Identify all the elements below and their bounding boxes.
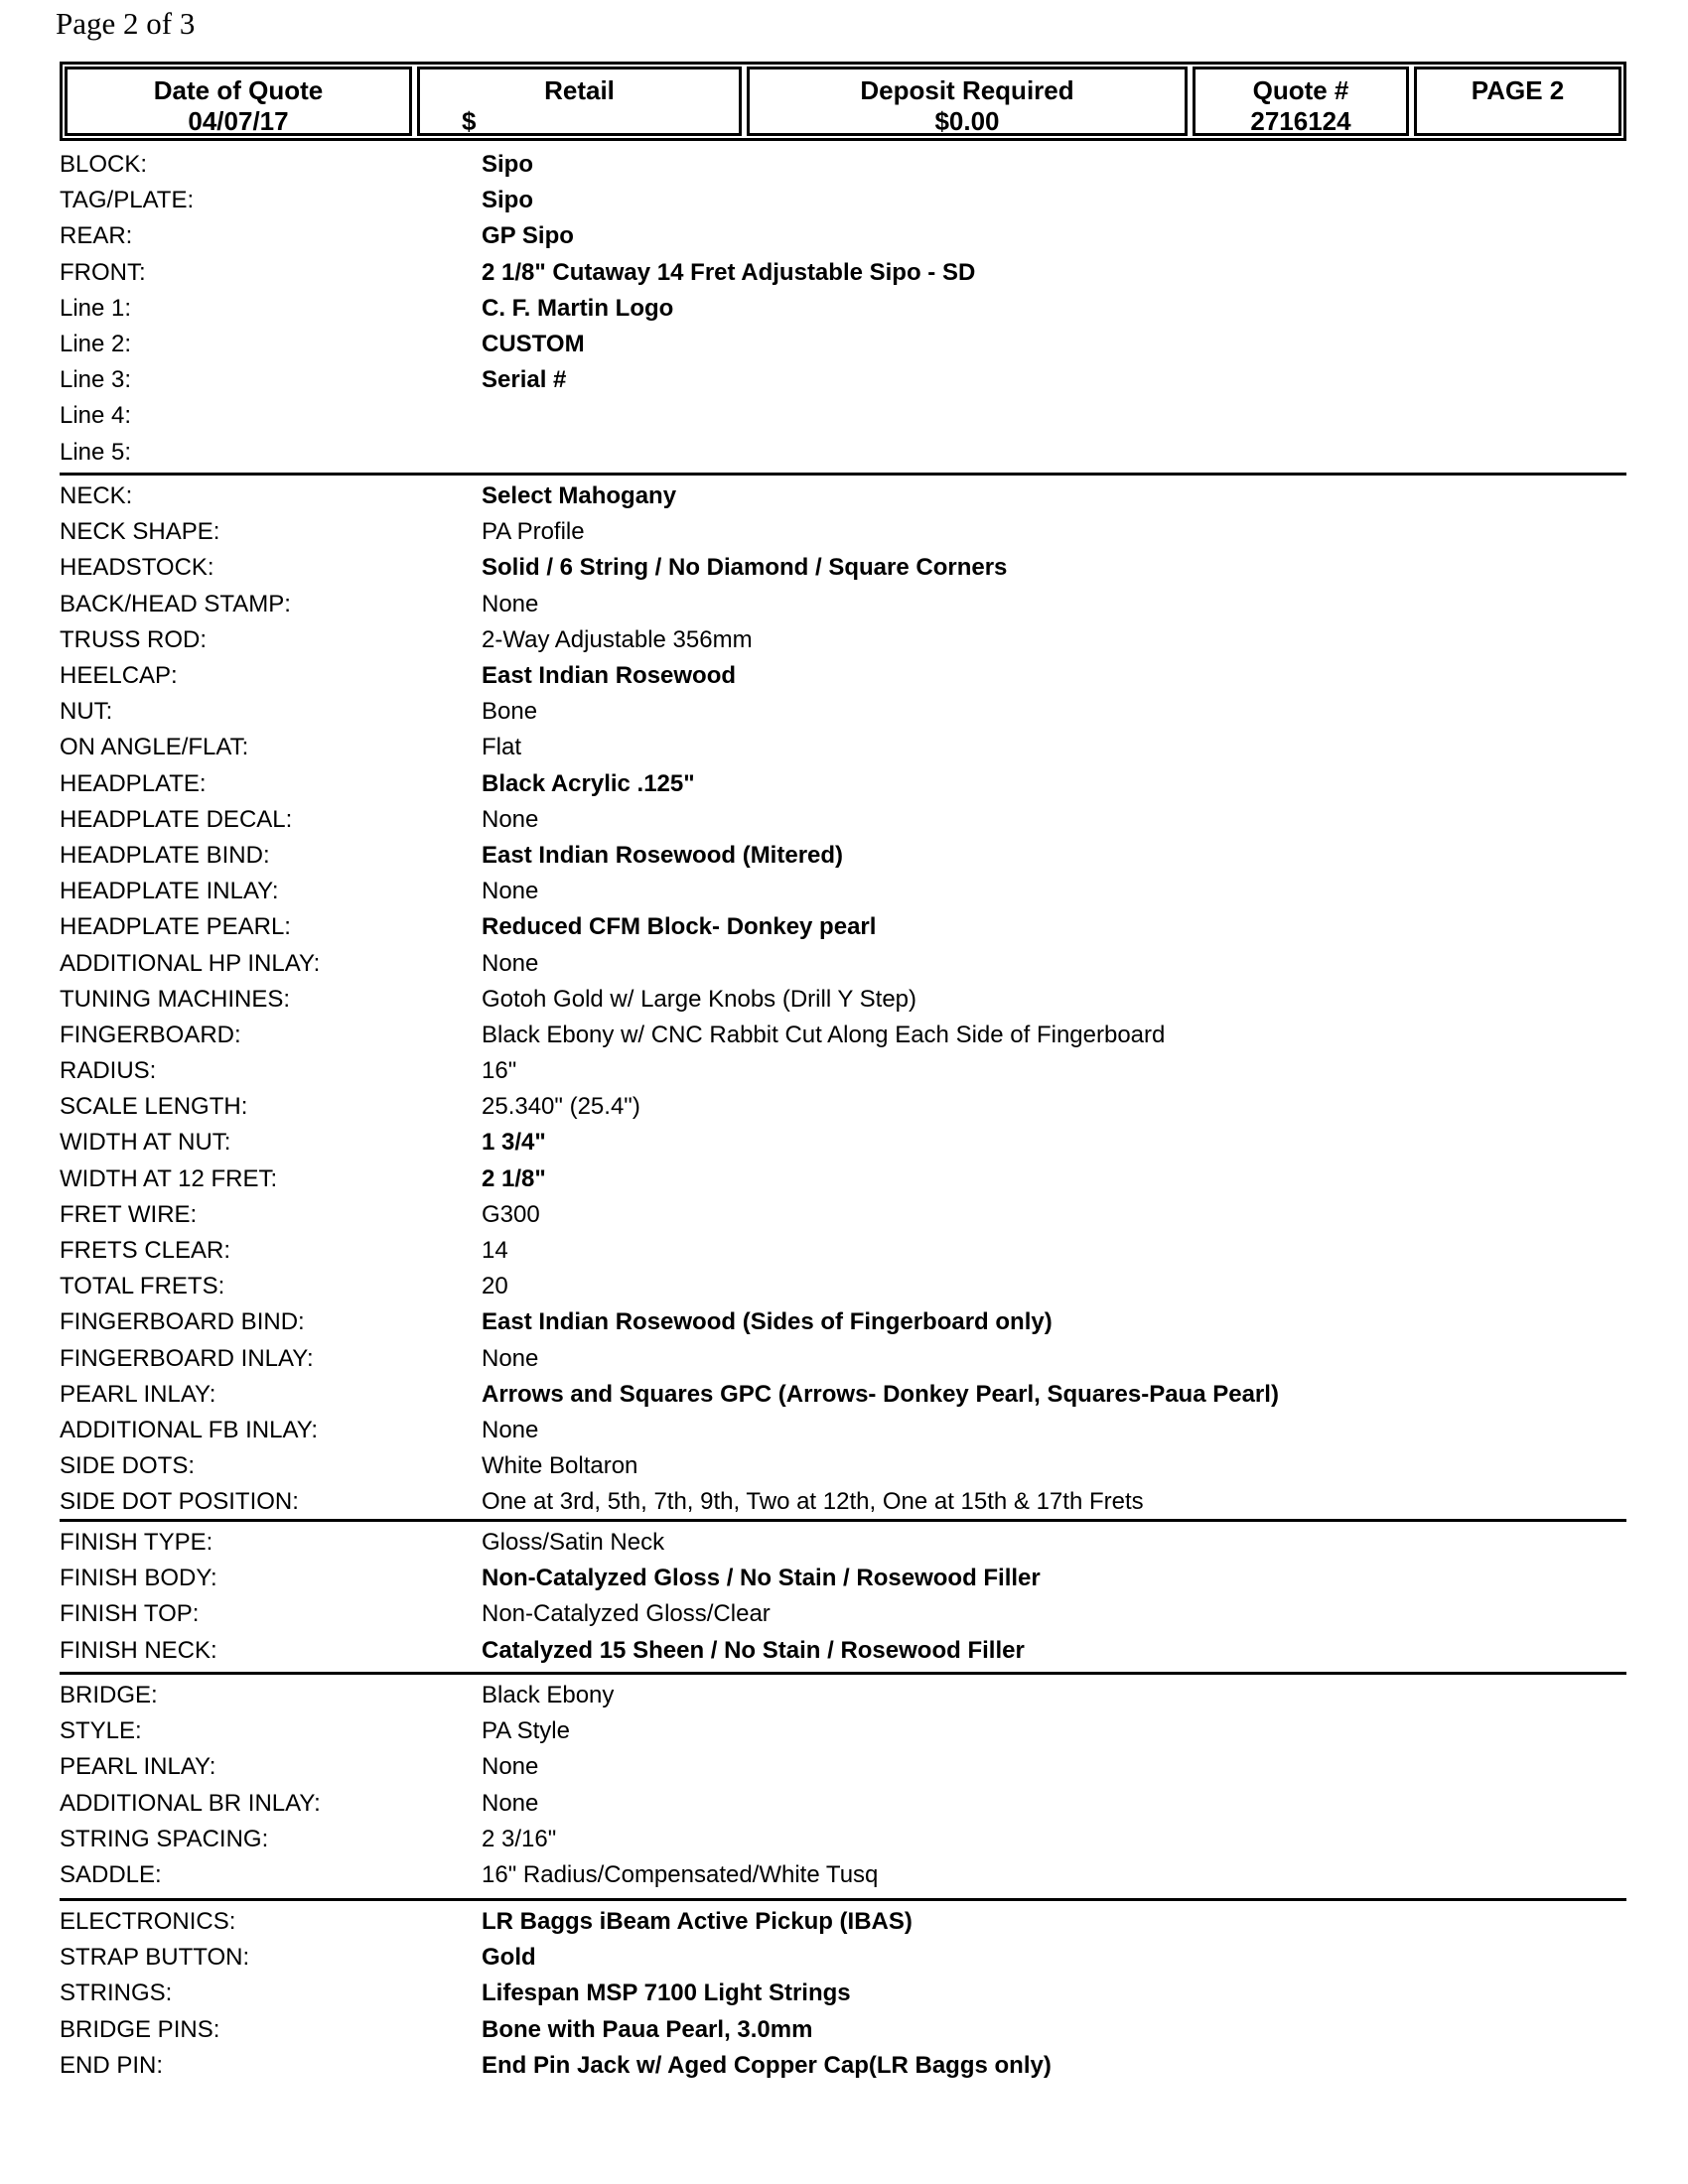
spec-value: 16" Radius/Compensated/White Tusq bbox=[482, 1861, 879, 1889]
spec-label: TUNING MACHINES: bbox=[60, 985, 291, 1013]
spec-row bbox=[60, 1596, 1626, 1632]
spec-row bbox=[60, 1976, 1626, 2011]
spec-label: BLOCK: bbox=[60, 151, 148, 179]
deposit-required-label: Deposit Required bbox=[860, 75, 1074, 105]
spec-label: WIDTH AT NUT: bbox=[60, 1129, 231, 1157]
spec-value: Sipo bbox=[482, 187, 533, 214]
spec-label: SIDE DOTS: bbox=[60, 1452, 196, 1480]
spec-row bbox=[60, 838, 1626, 874]
spec-row bbox=[60, 1304, 1626, 1340]
page-cell bbox=[1414, 67, 1621, 136]
spec-row bbox=[60, 694, 1626, 730]
spec-value: Catalyzed 15 Sheen / No Stain / Rosewood Filler bbox=[482, 1636, 1025, 1664]
spec-label: FINISH TOP: bbox=[60, 1600, 200, 1628]
spec-label: FRETS CLEAR: bbox=[60, 1237, 231, 1265]
spec-value: None bbox=[482, 590, 539, 617]
spec-value: Gold bbox=[482, 1944, 536, 1972]
spec-label: STRINGS: bbox=[60, 1979, 173, 2007]
spec-value: CUSTOM bbox=[482, 331, 585, 358]
spec-row bbox=[60, 874, 1626, 909]
spec-row bbox=[60, 766, 1626, 802]
retail-cell bbox=[417, 67, 742, 136]
spec-value: Select Mahogany bbox=[482, 482, 677, 510]
section-divider bbox=[60, 1898, 1626, 1901]
spec-row bbox=[60, 1377, 1626, 1413]
date-of-quote-label: Date of Quote bbox=[153, 75, 324, 105]
spec-row bbox=[60, 1053, 1626, 1089]
spec-label: HEELCAP: bbox=[60, 662, 178, 690]
spec-label: ELECTRONICS: bbox=[60, 1908, 236, 1936]
spec-row bbox=[60, 1125, 1626, 1160]
spec-value: Solid / 6 String / No Diamond / Square Corners bbox=[482, 554, 1008, 582]
spec-value: Black Ebony bbox=[482, 1682, 615, 1709]
spec-value: East Indian Rosewood bbox=[482, 662, 737, 690]
spec-value: 1 3/4" bbox=[482, 1129, 546, 1157]
spec-label: HEADPLATE PEARL: bbox=[60, 913, 291, 941]
spec-label: Line 3: bbox=[60, 366, 132, 394]
spec-row bbox=[60, 1269, 1626, 1304]
spec-row bbox=[60, 1678, 1626, 1713]
spec-value: Black Ebony w/ CNC Rabbit Cut Along Each Side of Fingerboard bbox=[482, 1021, 1166, 1048]
spec-value: None bbox=[482, 1416, 539, 1443]
spec-value: Lifespan MSP 7100 Light Strings bbox=[482, 1979, 851, 2007]
spec-label: HEADPLATE DECAL: bbox=[60, 805, 293, 833]
electronics-section bbox=[60, 1904, 1626, 2084]
spec-row bbox=[60, 1561, 1626, 1596]
spec-label: SCALE LENGTH: bbox=[60, 1093, 248, 1121]
spec-row bbox=[60, 327, 1626, 362]
spec-row bbox=[60, 1525, 1626, 1561]
spec-row bbox=[60, 478, 1626, 514]
spec-label: TAG/PLATE: bbox=[60, 187, 195, 214]
spec-row bbox=[60, 255, 1626, 291]
spec-label: ADDITIONAL FB INLAY: bbox=[60, 1416, 319, 1443]
spec-value: East Indian Rosewood (Sides of Fingerboard only) bbox=[482, 1308, 1053, 1336]
spec-row bbox=[60, 622, 1626, 658]
section-divider bbox=[60, 1519, 1626, 1522]
spec-label: ADDITIONAL HP INLAY: bbox=[60, 949, 321, 977]
spec-value: 2 3/16" bbox=[482, 1825, 557, 1852]
spec-row bbox=[60, 1857, 1626, 1893]
spec-value: LR Baggs iBeam Active Pickup (IBAS) bbox=[482, 1908, 913, 1936]
retail-value: $ bbox=[462, 106, 477, 136]
spec-value: None bbox=[482, 878, 539, 905]
spec-label: Line 4: bbox=[60, 402, 132, 430]
bridge-section bbox=[60, 1678, 1626, 1893]
finish-section bbox=[60, 1525, 1626, 1669]
spec-value: Bone bbox=[482, 698, 538, 726]
date-of-quote-value: 04/07/17 bbox=[188, 106, 289, 136]
spec-row bbox=[60, 658, 1626, 694]
spec-row bbox=[60, 945, 1626, 981]
spec-value: None bbox=[482, 1753, 539, 1781]
spec-value: G300 bbox=[482, 1200, 540, 1228]
page-number-label: Page 2 of 3 bbox=[56, 6, 196, 41]
spec-row bbox=[60, 1904, 1626, 1940]
spec-row bbox=[60, 1484, 1626, 1520]
spec-label: SADDLE: bbox=[60, 1861, 162, 1889]
section-divider bbox=[60, 473, 1626, 476]
neck-section bbox=[60, 478, 1626, 1520]
spec-value: GP Sipo bbox=[482, 222, 574, 250]
spec-label: FINISH NECK: bbox=[60, 1636, 217, 1664]
spec-value: Sipo bbox=[482, 151, 533, 179]
spec-row bbox=[60, 514, 1626, 550]
spec-row bbox=[60, 2012, 1626, 2048]
spec-value: 2 1/8" Cutaway 14 Fret Adjustable Sipo - SD bbox=[482, 258, 976, 286]
spec-label: PEARL INLAY: bbox=[60, 1753, 216, 1781]
spec-value: East Indian Rosewood (Mitered) bbox=[482, 841, 844, 869]
spec-label: TRUSS ROD: bbox=[60, 625, 208, 653]
spec-value: 2-Way Adjustable 356mm bbox=[482, 625, 753, 653]
spec-label: FINGERBOARD BIND: bbox=[60, 1308, 305, 1336]
spec-label: Line 5: bbox=[60, 438, 132, 466]
spec-row bbox=[60, 1786, 1626, 1822]
spec-label: STRAP BUTTON: bbox=[60, 1944, 250, 1972]
spec-row bbox=[60, 730, 1626, 765]
spec-row bbox=[60, 1940, 1626, 1976]
spec-label: STRING SPACING: bbox=[60, 1825, 269, 1852]
spec-label: END PIN: bbox=[60, 2051, 164, 2079]
spec-label: HEADPLATE: bbox=[60, 769, 207, 797]
spec-row bbox=[60, 1413, 1626, 1448]
spec-label: TOTAL FRETS: bbox=[60, 1273, 225, 1300]
spec-value: None bbox=[482, 1344, 539, 1372]
spec-label: WIDTH AT 12 FRET: bbox=[60, 1164, 278, 1192]
spec-label: Line 2: bbox=[60, 331, 132, 358]
spec-value: White Boltaron bbox=[482, 1452, 638, 1480]
spec-row bbox=[60, 1089, 1626, 1125]
spec-label: FINISH TYPE: bbox=[60, 1529, 213, 1557]
spec-value: PA Profile bbox=[482, 518, 585, 546]
spec-label: SIDE DOT POSITION: bbox=[60, 1488, 299, 1516]
spec-row bbox=[60, 1713, 1626, 1749]
spec-value: PA Style bbox=[482, 1717, 570, 1745]
spec-row bbox=[60, 587, 1626, 622]
spec-row bbox=[60, 2048, 1626, 2084]
spec-row bbox=[60, 1018, 1626, 1053]
spec-label: HEADSTOCK: bbox=[60, 554, 214, 582]
spec-row bbox=[60, 291, 1626, 327]
spec-value: Bone with Paua Pearl, 3.0mm bbox=[482, 2015, 813, 2043]
spec-value: Black Acrylic .125" bbox=[482, 769, 695, 797]
spec-label: BRIDGE: bbox=[60, 1682, 158, 1709]
spec-label: RADIUS: bbox=[60, 1057, 157, 1085]
deposit-required-value: $0.00 bbox=[934, 106, 1000, 136]
spec-row bbox=[60, 1233, 1626, 1269]
spec-label: FRET WIRE: bbox=[60, 1200, 198, 1228]
spec-label: STYLE: bbox=[60, 1717, 142, 1745]
spec-row bbox=[60, 398, 1626, 434]
spec-row bbox=[60, 550, 1626, 586]
spec-label: PEARL INLAY: bbox=[60, 1380, 216, 1408]
spec-label: BRIDGE PINS: bbox=[60, 2015, 220, 2043]
spec-label: FINGERBOARD: bbox=[60, 1021, 241, 1048]
spec-row bbox=[60, 802, 1626, 838]
spec-row bbox=[60, 362, 1626, 398]
section-divider bbox=[60, 1672, 1626, 1675]
spec-label: NECK: bbox=[60, 482, 133, 510]
spec-value: None bbox=[482, 805, 539, 833]
spec-label: ON ANGLE/FLAT: bbox=[60, 734, 249, 761]
spec-value: C. F. Martin Logo bbox=[482, 294, 674, 322]
spec-row bbox=[60, 982, 1626, 1018]
spec-value: End Pin Jack w/ Aged Copper Cap(LR Baggs only) bbox=[482, 2051, 1052, 2079]
spec-row bbox=[60, 1161, 1626, 1197]
spec-value: Gloss/Satin Neck bbox=[482, 1529, 665, 1557]
spec-label: HEADPLATE BIND: bbox=[60, 841, 270, 869]
spec-value: 14 bbox=[482, 1237, 508, 1265]
spec-label: FINGERBOARD INLAY: bbox=[60, 1344, 314, 1372]
spec-label: FINISH BODY: bbox=[60, 1565, 217, 1592]
spec-row bbox=[60, 909, 1626, 945]
spec-label: NECK SHAPE: bbox=[60, 518, 220, 546]
spec-value: Flat bbox=[482, 734, 522, 761]
quote-number-cell bbox=[1193, 67, 1409, 136]
spec-label: Line 1: bbox=[60, 294, 132, 322]
spec-value: None bbox=[482, 949, 539, 977]
spec-row bbox=[60, 1448, 1626, 1484]
quote-number-label: Quote # bbox=[1252, 75, 1349, 105]
spec-value: 25.340" (25.4") bbox=[482, 1093, 640, 1121]
spec-label: BACK/HEAD STAMP: bbox=[60, 590, 291, 617]
spec-row bbox=[60, 183, 1626, 218]
spec-label: FRONT: bbox=[60, 258, 146, 286]
spec-value: 2 1/8" bbox=[482, 1164, 546, 1192]
spec-value: Serial # bbox=[482, 366, 567, 394]
spec-row bbox=[60, 1822, 1626, 1857]
spec-value: Reduced CFM Block- Donkey pearl bbox=[482, 913, 877, 941]
body-block-section bbox=[60, 147, 1626, 471]
spec-label: NUT: bbox=[60, 698, 113, 726]
spec-value: Gotoh Gold w/ Large Knobs (Drill Y Step) bbox=[482, 985, 916, 1013]
spec-row bbox=[60, 1197, 1626, 1233]
deposit-required-cell bbox=[747, 67, 1188, 136]
spec-row bbox=[60, 435, 1626, 471]
spec-row bbox=[60, 1749, 1626, 1785]
spec-row bbox=[60, 1341, 1626, 1377]
spec-label: ADDITIONAL BR INLAY: bbox=[60, 1789, 321, 1817]
spec-row bbox=[60, 147, 1626, 183]
spec-value: 20 bbox=[482, 1273, 508, 1300]
spec-value: Non-Catalyzed Gloss/Clear bbox=[482, 1600, 771, 1628]
spec-row bbox=[60, 1633, 1626, 1669]
spec-row bbox=[60, 218, 1626, 254]
spec-label: REAR: bbox=[60, 222, 133, 250]
spec-value: Arrows and Squares GPC (Arrows- Donkey Pearl, Squares-Paua Pearl) bbox=[482, 1380, 1279, 1408]
quote-header-table bbox=[60, 62, 1626, 141]
page-cell-label: PAGE 2 bbox=[1471, 75, 1565, 105]
spec-value: Non-Catalyzed Gloss / No Stain / Rosewood Filler bbox=[482, 1565, 1041, 1592]
date-of-quote-cell bbox=[65, 67, 412, 136]
spec-value: None bbox=[482, 1789, 539, 1817]
spec-value: 16" bbox=[482, 1057, 517, 1085]
spec-label: HEADPLATE INLAY: bbox=[60, 878, 279, 905]
retail-label: Retail bbox=[544, 75, 615, 105]
quote-number-value: 2716124 bbox=[1250, 106, 1351, 136]
spec-value: One at 3rd, 5th, 7th, 9th, Two at 12th, One at 15th & 17th Frets bbox=[482, 1488, 1144, 1516]
